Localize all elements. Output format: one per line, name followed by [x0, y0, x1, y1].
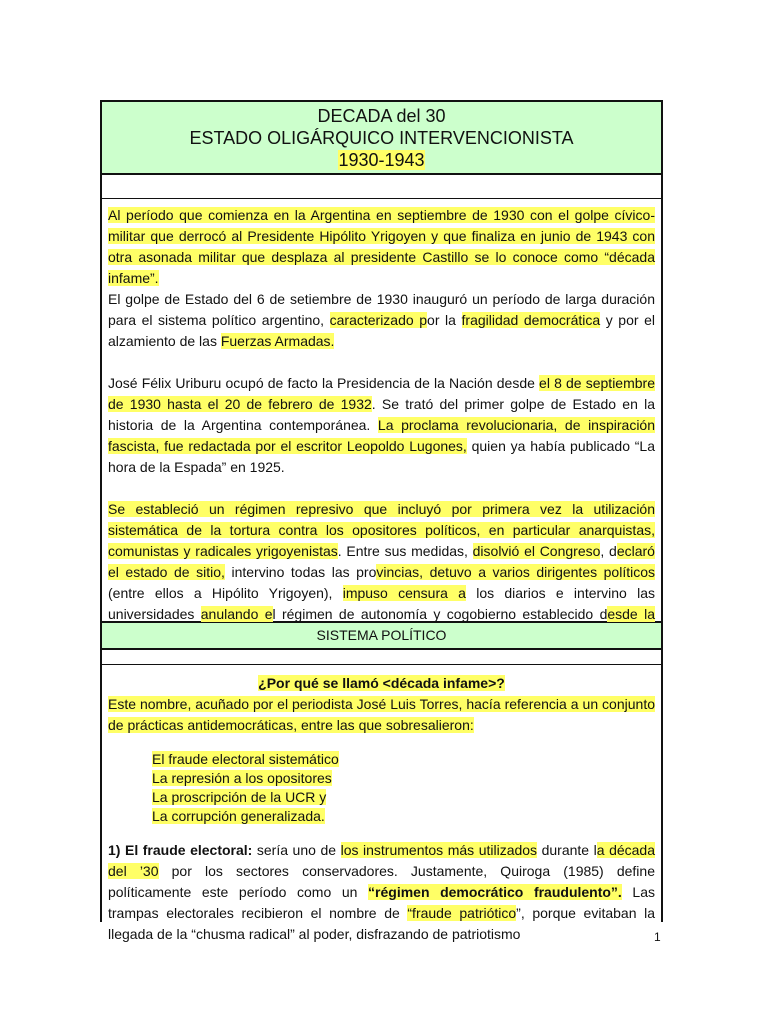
paragraph-name-origin: Este nombre, acuñado por el periodista José Luis Torres, hacía referencia a un conjunto de prácticas antidemocráticas, entre las que sobresalieron: — [108, 696, 655, 733]
title-state: ESTADO OLIGÁRQUICO INTERVENCIONISTA — [189, 128, 574, 148]
intro-content — [102, 199, 661, 623]
list-item: La corrupción generalizada. — [152, 808, 325, 824]
list-item: La represión a los opositores — [152, 770, 332, 786]
page-number: 1 — [654, 930, 661, 944]
political-system-content — [102, 665, 661, 942]
paragraph-uriburu: José Félix Uriburu ocupó de facto la Presidencia de la Nación desde el 8 de septiembre de 1930 hasta el 20 de febrero de 1932. Se trató del primer golpe de Estado en la historia de la Argentina contemporánea. La proclama revolucionaria, de inspiración fascista, fue redactada por el escritor Leopoldo Lugones, quien ya había publicado “La hora de la Espada” en 1925. — [108, 375, 655, 475]
list-item: La proscripción de la UCR y — [152, 789, 327, 805]
spacer-row-2 — [102, 650, 661, 665]
title-years: 1930-1943 — [338, 150, 425, 170]
section-title-political-system: SISTEMA POLÍTICO — [102, 623, 661, 650]
title-years-line — [102, 149, 661, 171]
title-block — [102, 102, 661, 175]
spacer-row — [102, 175, 661, 199]
question-heading: ¿Por qué se llamó <década infame>? — [258, 675, 505, 691]
practices-list — [108, 750, 655, 826]
document-table — [100, 100, 663, 942]
paragraph-coup: El golpe de Estado del 6 de setiembre de 1930 inauguró un período de larga duración para el sistema político argentino, caracterizado por la fragilidad democrática y por el alzamiento de las Fuerzas Armadas. — [108, 291, 655, 349]
list-item: El fraude electoral sistemático — [152, 751, 339, 767]
paragraph-repression: Se estableció un régimen represivo que incluyó por primera vez la utilización sistemática de la tortura contra los opositores políticos, en particular anarquistas, comunistas y radicales yrigoyenistas. Entre sus medidas, disolvió el Congreso, declaró el estado de sitio, intervino todas las provincias, detuvo a varios dirigentes políticos (entre ellos a Hipólito Yrigoyen), impuso censura a los diarios e intervino las universidades anulando el régimen de autonomía y cogobierno establecido desde la — [108, 499, 655, 646]
paragraph-electoral-fraud: 1) El fraude electoral: sería uno de los instrumentos más utilizados durante la década del ’30 por los sectores conservadores. Justamente, Quiroga (1985) define políticamente este período como un “régimen democrático fraudulento”. Las trampas electorales recibieron el nombre de “fraude patriótico”, porque evitaban la llegada de la “chusma radical” al poder, disfrazando de patriotismo — [108, 842, 656, 942]
title-decade: DECADA del 30 — [317, 106, 446, 126]
paragraph-infamous-decade: Al período que comienza en la Argentina en septiembre de 1930 con el golpe cívico-militar que derrocó al Presidente Hipólito Yrigoyen y que finaliza en junio de 1943 con otra asonada militar que desplaza al presidente Castillo se lo conoce como “década infame”. — [108, 207, 655, 286]
